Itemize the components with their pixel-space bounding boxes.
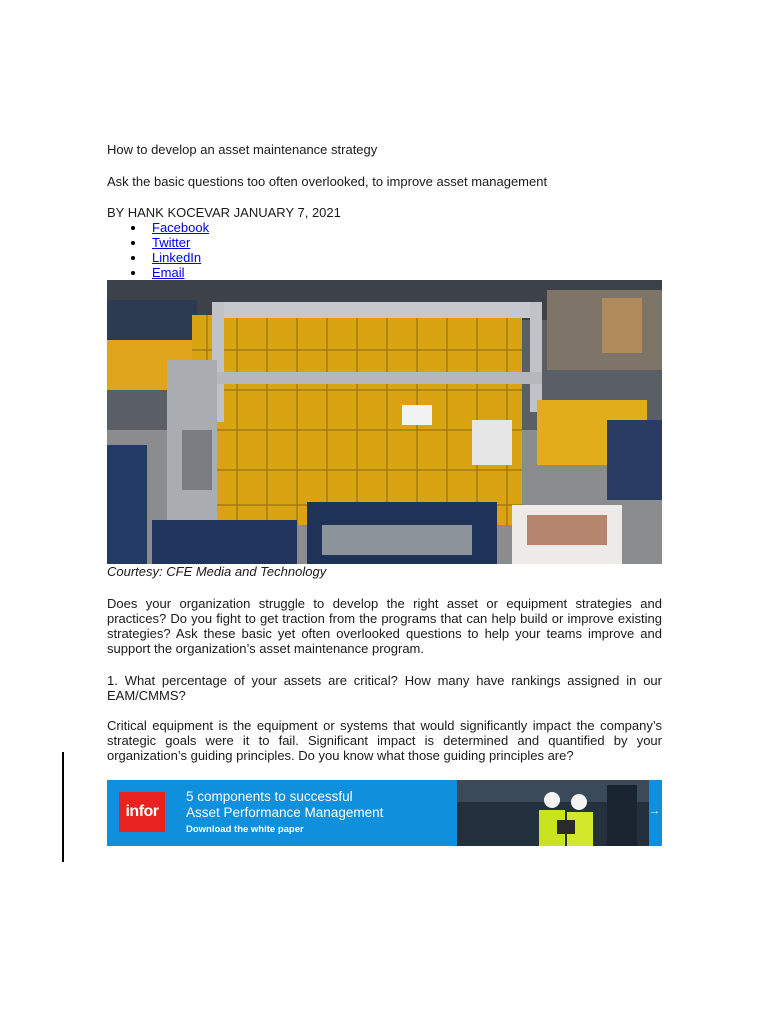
article-subtitle: Ask the basic questions too often overlooked, to improve asset management	[107, 174, 548, 189]
article-paragraph: Does your organization struggle to develop the right asset or equipment strategies and practices? Do you fight to get traction from the programs that can help build or improve existing strategies? Ask these basic yet often overlooked questions to help your teams improve and support the organization’s asset maintenance program.	[107, 596, 662, 656]
twitter-link[interactable]: Twitter	[152, 235, 191, 250]
share-item-facebook	[107, 220, 209, 235]
ad-headline-line1: 5 components to successful	[186, 789, 353, 804]
workers-image	[457, 780, 649, 846]
share-links-list	[107, 220, 209, 280]
email-link[interactable]: Email	[152, 265, 185, 280]
share-item-email	[107, 265, 209, 280]
ad-workers-photo	[457, 780, 649, 846]
article-paragraph: Critical equipment is the equipment or systems that would significantly impact the company’s strategic goals were it to fail. Significant impact is determined and quantified by your organization’s guiding principles. Do you know what those guiding principles are?	[107, 718, 662, 763]
infor-logo: infor	[119, 792, 165, 832]
image-caption: Courtesy: CFE Media and Technology	[107, 564, 327, 579]
share-item-twitter	[107, 235, 209, 250]
article-question-heading: 1. What percentage of your assets are critical? How many have rankings assigned in our EAM/CMMS?	[107, 673, 662, 703]
factory-floor-image	[107, 280, 662, 564]
left-margin-bar	[62, 752, 64, 862]
linkedin-link[interactable]: LinkedIn	[152, 250, 202, 265]
facebook-link[interactable]: Facebook	[152, 220, 210, 235]
share-item-linkedin	[107, 250, 209, 265]
article-byline: BY HANK KOCEVAR JANUARY 7, 2021	[107, 205, 341, 220]
article-photo	[107, 280, 662, 564]
ad-headline-line2: Asset Performance Management	[186, 805, 384, 820]
ad-download-link[interactable]: Download the white paper	[186, 824, 304, 835]
article-title: How to develop an asset maintenance strategy	[107, 142, 378, 157]
arrow-right-icon[interactable]: →	[649, 805, 660, 817]
advertisement-banner[interactable]	[107, 780, 662, 846]
